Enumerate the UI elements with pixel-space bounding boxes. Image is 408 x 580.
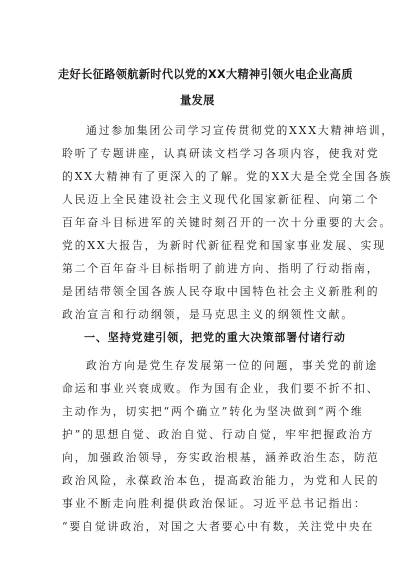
paragraph-1-line-7: 第二个百年奋斗目标指明了前进方向、指明了行动指南， bbox=[62, 262, 380, 275]
paragraph-2-line-2: 命运和事业兴衰成败。作为国有企业，我们要不折不扣、 bbox=[62, 382, 380, 395]
document-title-line-2: 量发展 bbox=[180, 94, 215, 107]
paragraph-2-line-7: 事业不断走向胜利提供政治保证。习近平总书记指出： bbox=[62, 497, 367, 510]
paragraph-1-line-4: 人民迈上全民建设社会主义现代化国家新征程、向第二个 bbox=[62, 193, 380, 206]
paragraph-2-line-4: 护”的思想自觉、政治自觉、行动自觉，牢牢把握政治方 bbox=[62, 428, 375, 441]
paragraph-1-line-8: 是团结带领全国各族人民夺取中国特色社会主义新胜利的 bbox=[62, 285, 380, 298]
paragraph-1-line-1: 通过参加集团公司学习宣传贯彻党的XXX大精神培训， bbox=[86, 124, 395, 137]
paragraph-1-line-5: 百年奋斗目标进军的关键时刻召开的一次十分重要的大会。 bbox=[62, 216, 393, 229]
paragraph-2-line-1: 政治方向是党生存发展第一位的问题，事关党的前途 bbox=[86, 359, 379, 372]
paragraph-1-line-9: 政治宣言和行动纲领，是马克思主义的纲领性文献。 bbox=[62, 308, 355, 321]
paragraph-1-line-6: 党的XX大报告，为新时代新征程党和国家事业发展、实现 bbox=[62, 239, 386, 252]
paragraph-2-line-8: “要自觉讲政治，对国之大者要心中有数，关注党中央在 bbox=[62, 520, 375, 533]
section-heading: 一、坚持党建引领，把党的重大决策部署付诸行动 bbox=[84, 331, 346, 344]
paragraph-2-line-3: 主动作为，切实把“两个确立”转化为坚决做到“两个维 bbox=[62, 405, 364, 418]
paragraph-2-line-5: 向，加强政治领导，夯实政治根基，涵养政治生态，防范 bbox=[62, 451, 380, 464]
document-title-line-1: 走好长征路领航新时代以党的XX大精神引领火电企业高质 bbox=[58, 68, 353, 81]
paragraph-1-line-3: 的XX大精神有了更深入的了解。党的XX大是全党全国各族 bbox=[62, 170, 393, 183]
paragraph-1-line-2: 聆听了专题讲座，认真研读文档学习各项内容，使我对党 bbox=[62, 147, 380, 160]
paragraph-2-line-6: 政治风险，永葆政治本色，提高政治能力，为党和人民的 bbox=[62, 474, 380, 487]
